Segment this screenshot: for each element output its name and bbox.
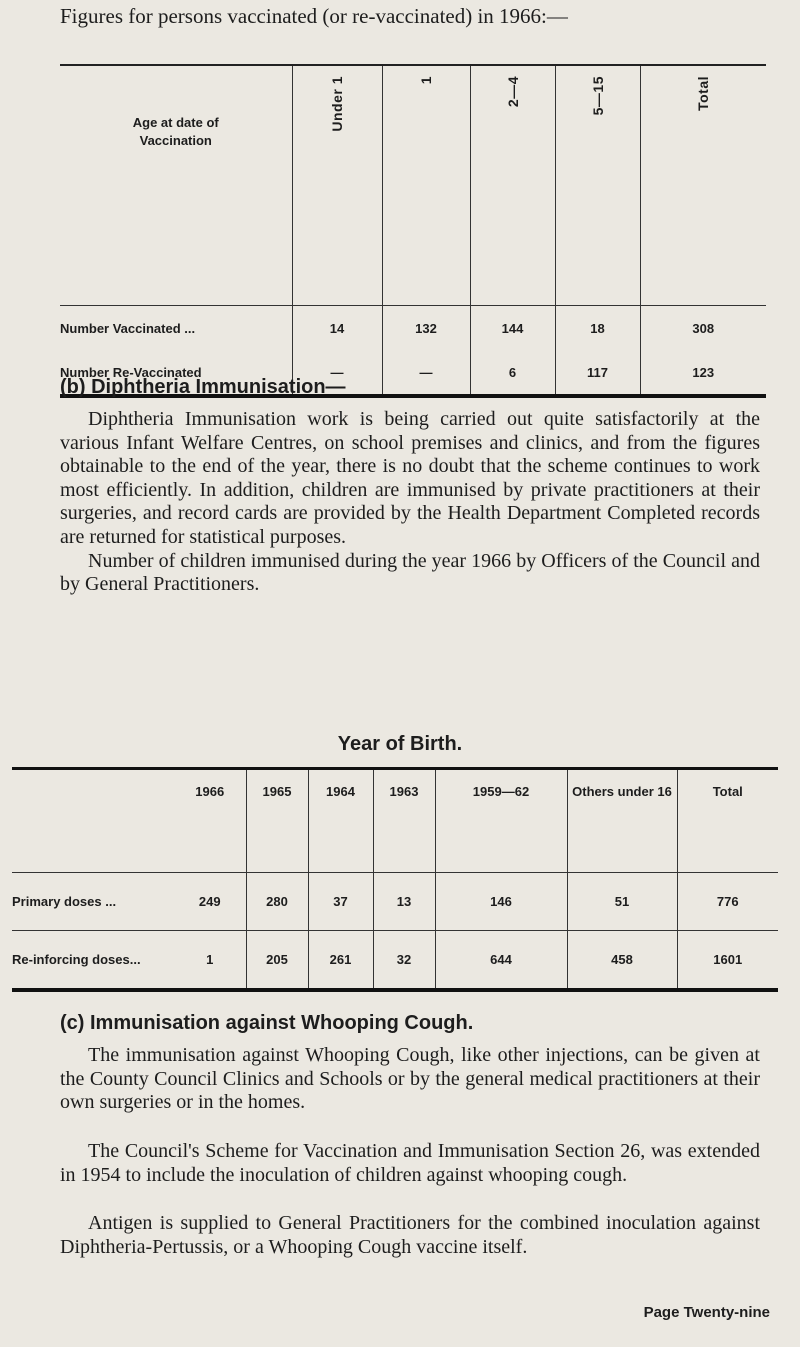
column-header: Others under 16 (567, 769, 677, 873)
table-cell: 13 (373, 873, 435, 931)
section-b-body (60, 408, 760, 597)
table-cell: 644 (435, 931, 567, 991)
table-cell: 458 (567, 931, 677, 991)
column-header-text: 1 (418, 76, 434, 85)
column-header: 1959—62 (435, 769, 567, 873)
age-label-line2: Vaccination (139, 133, 212, 148)
age-label-line1: Age at date of (132, 115, 219, 130)
column-header: 1964 (308, 769, 373, 873)
column-header: 1965 (246, 769, 308, 873)
column-header: Total (677, 769, 778, 873)
table-cell: 1601 (677, 931, 778, 991)
table-cell: 280 (246, 873, 308, 931)
section-b-paragraph-1: Diphtheria Immunisation work is being carried out quite satisfactorily at the various Infant Welfare Centres, on school premises and clinics, and from the figures obtainable to the end of the year, there is no doubt that the scheme continues to work most efficiently. In addition, children are immunised by private practitioners at their surgeries, and record cards are provided by the Health Department Completed records are returned for statistical purposes. (60, 408, 760, 548)
column-header-text: 5—15 (589, 76, 606, 116)
table-cell: — (292, 350, 382, 396)
table-cell: 6 (470, 350, 555, 396)
section-c-title: (c) Immunisation against Whooping Cough. (60, 1012, 474, 1034)
column-header-text: 2—4 (504, 76, 521, 108)
section-c-paragraph-3: Antigen is supplied to General Practitioners for the combined inoculation against Diphtheria-Pertussis, or a Whooping Cough vaccine itself. (60, 1212, 760, 1258)
vaccination-table (60, 64, 766, 398)
table-cell: 14 (292, 306, 382, 351)
column-header (382, 65, 470, 306)
table-cell: 117 (555, 350, 640, 396)
section-c-body-2 (60, 1140, 760, 1187)
section-c-paragraph-2: The Council's Scheme for Vaccination and Immunisation Section 26, was extended in 1954 to include the inoculation of children against whooping cough. (60, 1140, 760, 1186)
table-cell: 144 (470, 306, 555, 351)
table-cell: 776 (677, 873, 778, 931)
row-label: Re-inforcing doses... (12, 931, 174, 991)
table-header-row (12, 769, 778, 873)
row-label: Number Vaccinated ... (60, 306, 292, 351)
year-of-birth-title: Year of Birth. (337, 733, 463, 755)
table-cell: 146 (435, 873, 567, 931)
column-header (470, 65, 555, 306)
row-label: Primary doses ... (12, 873, 174, 931)
section-b-paragraph-2: Number of children immunised during the year 1966 by Officers of the Council and by General Practitioners. (60, 549, 760, 596)
table-cell: 261 (308, 931, 373, 991)
table-cell: 37 (308, 873, 373, 931)
table-cell: 32 (373, 931, 435, 991)
column-header-text: Total (695, 76, 712, 111)
table-row (60, 306, 766, 351)
table-row (12, 873, 778, 931)
column-header (555, 65, 640, 306)
section-c-body-3 (60, 1212, 760, 1259)
column-header-text: Under 1 (329, 76, 345, 132)
table-row (12, 931, 778, 991)
table-cell: 1 (174, 931, 246, 991)
page-number: Page Twenty-nine (643, 1304, 770, 1321)
section-c-body (60, 1044, 760, 1115)
table-cell: 132 (382, 306, 470, 351)
column-header (640, 65, 766, 306)
section-b-title: (b) Diphtheria Immunisation— (60, 376, 346, 398)
section-c-paragraph-1: The immunisation against Whooping Cough, like other injections, can be given at the County Council Clinics and Schools or by the general medical practitioners at their own surgeries or in the homes. (60, 1044, 760, 1114)
immunisation-table (12, 767, 778, 992)
table-cell: 18 (555, 306, 640, 351)
table-cell: — (382, 350, 470, 396)
table-cell: 205 (246, 931, 308, 991)
table-cell: 51 (567, 873, 677, 931)
column-header: 1963 (373, 769, 435, 873)
table-cell: 308 (640, 306, 766, 351)
page-heading: Figures for persons vaccinated (or re-vaccinated) in 1966:— (60, 4, 568, 28)
table-cell: 123 (640, 350, 766, 396)
column-header: 1966 (174, 769, 246, 873)
row-label: Number Re-Vaccinated (60, 350, 292, 396)
age-column-label (60, 65, 292, 306)
table-cell: 249 (174, 873, 246, 931)
column-header (292, 65, 382, 306)
